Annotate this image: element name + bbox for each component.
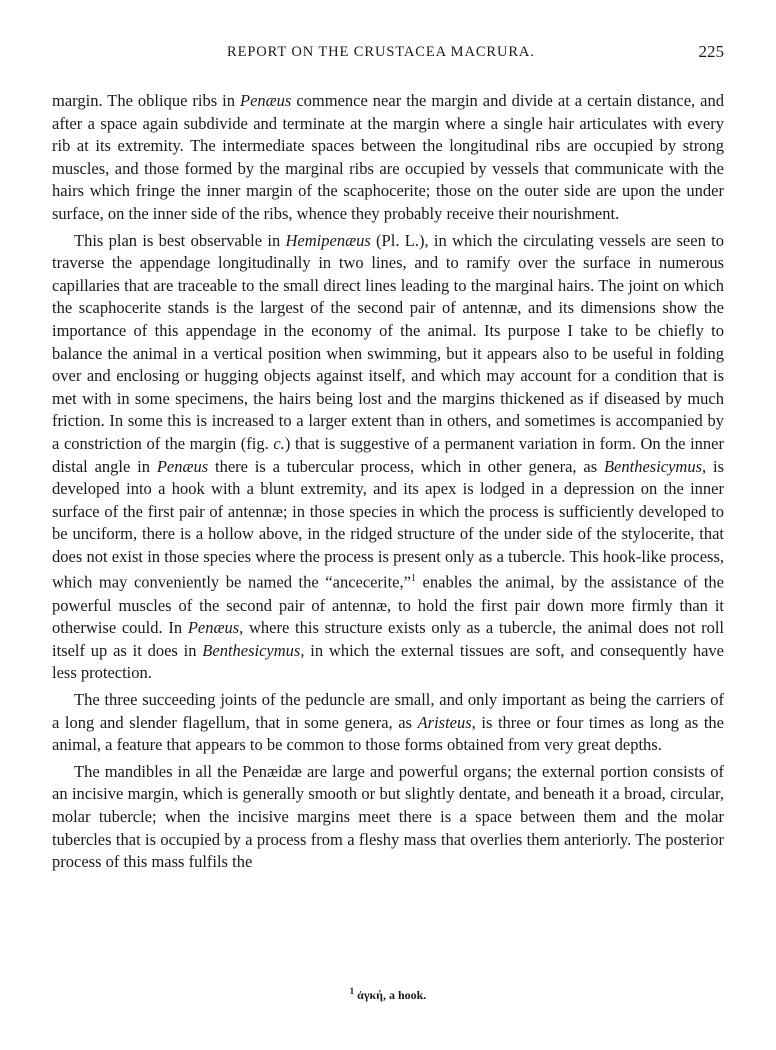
italic-term: Penæus [240, 91, 292, 110]
text-run: The three succeeding joints of the peduncle are small, and only important as being the carriers of a long and slender flagellum, that in some genera, as [52, 689, 724, 732]
text-run: This plan is best observable in [74, 230, 286, 250]
text-run: where this structure exists only as a tubercle, the animal does not roll itself up as it does in [52, 618, 724, 660]
text-run: in which the external tissues are soft, and consequently have less protection. [52, 640, 724, 683]
italic-term: Benthesicymus [603, 456, 703, 476]
paragraph [52, 230, 724, 685]
italic-term: Hemipenæus [285, 230, 371, 250]
text-run: commence near the margin and divide at a certain distance, and after a space again subdivide and terminate at the margin where a single hair articulates with every rib at its extremity. The intermediate spaces between the longitudinal ribs are occupied by strong muscles, and those formed by the marginal ribs are occupied by vessels that communicate with the hairs which fringe the inner margin of the scaphocerite; those on the outer side are upon the under surface, on the inner side of the ribs, whence they probably receive their nourishment. [52, 91, 724, 223]
paragraph [52, 761, 724, 874]
text-run: , is three or four times as long as the animal, a feature that appears to be common to those forms obtained from very great depths. [52, 712, 724, 755]
paragraph [52, 90, 724, 226]
running-title: REPORT ON THE CRUSTACEA MACRURA. [227, 44, 535, 60]
italic-term: Benthesicymus, [202, 640, 305, 660]
italic-term: Penæus, [187, 618, 244, 638]
paragraph [52, 689, 724, 757]
page-header [52, 44, 724, 68]
page-number: 225 [698, 42, 724, 61]
text-run: enables the animal, by the assistance of the powerful muscles of the second pair of antennæ, to hold the first pair down more firmly than it otherwise could. In [52, 572, 724, 638]
italic-term: Aristeus [417, 712, 472, 732]
body-text [52, 90, 724, 878]
text-run: ) that is suggestive of a permanent variation in form. On the inner distal angle in [52, 433, 724, 476]
footnote [0, 986, 776, 1003]
italic-term: c. [273, 433, 285, 453]
italic-term: Penæus [156, 456, 209, 476]
text-run: there is a tubercular process, which in other genera, as [208, 456, 604, 476]
footnote-marker: 1 [349, 986, 355, 996]
text-run: , is developed into a hook with a blunt extremity, and its apex is lodged in a depression on the inner surface of the first pair of antennæ; in those species in which the process is sufficiently developed to be unciform, there is a hollow above, in the ridged structure of the under side of the stylocerite, that does not exist in those species where the process is present only as a tubercle. This hook-like process, which may conveniently be named the “ancecerite,” [52, 456, 724, 592]
footnote-reference: 1 [410, 573, 416, 585]
text-run: The mandibles in all the Penæidæ are large and powerful organs; the external portion consists of an incisive margin, which is generally smooth or but slightly dentate, and beneath it a broad, circular, molar tubercle; when the incisive margins meet there is a space between them and the molar tubercles that is occupied by a process from a fleshy mass that overlies them anteriorly. The posterior process of this mass fulfils the [52, 761, 724, 872]
footnote-text: ἀγκή, a hook. [357, 988, 427, 1002]
text-run: margin. The oblique ribs in [52, 91, 240, 110]
text-run: (Pl. L.), in which the circulating vessels are seen to traverse the appendage longitudinally in two lines, and to ramify over the surface in numerous capillaries that are traceable to the small direct lines leading to the marginal hairs. The joint on which the scaphocerite stands is the largest of the second pair of antennæ, and its dimensions show the importance of this appendage in the economy of the animal. Its purpose I take to be chiefly to balance the animal in a vertical position when swimming, but it appears also to be useful in folding over and enclosing or hugging objects against itself, and which may account for a condition that is met with in some specimens, the hairs being lost and the margins thickened as if diseased by much friction. In some this is increased to a larger extent than in others, and sometimes is accompanied by a constriction of the margin (fig. [52, 230, 724, 453]
